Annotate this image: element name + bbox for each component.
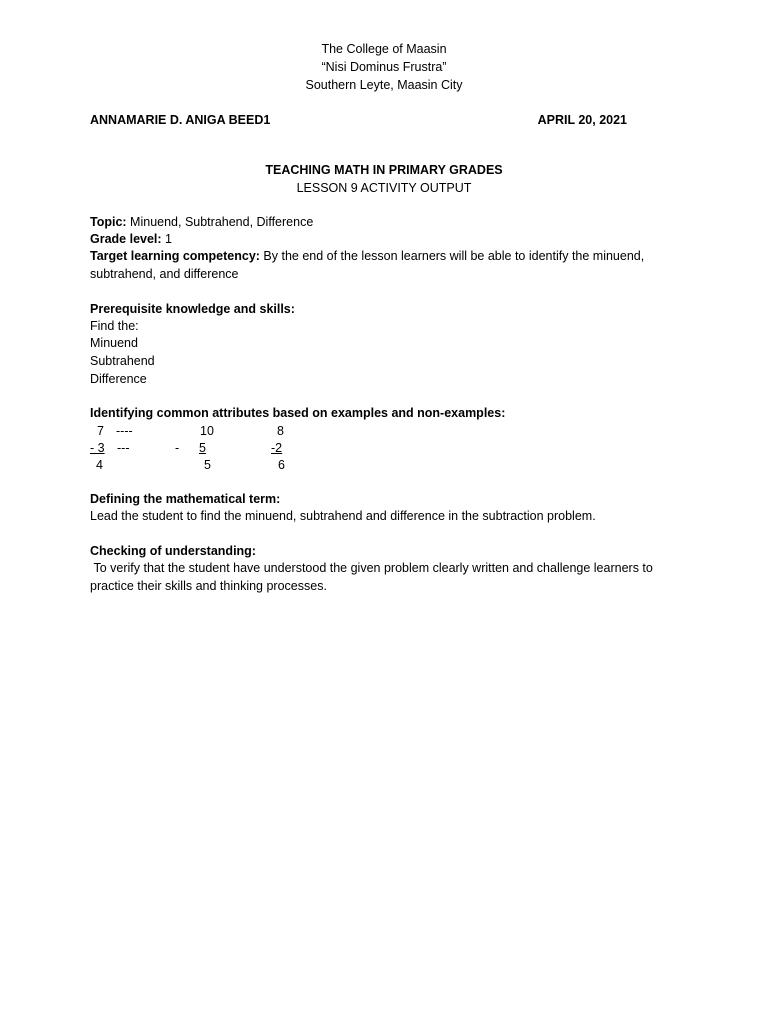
- problem-2-result: 5: [204, 458, 211, 472]
- defining-heading: Defining the mathematical term:: [90, 492, 281, 506]
- course-title: TEACHING MATH IN PRIMARY GRADES: [265, 163, 503, 177]
- competency-value: By the end of the lesson learners will be able to identify the minuend, subtrahend, and difference: [90, 249, 645, 281]
- student-name: ANNAMARIE D. ANIGA BEED1: [90, 113, 271, 127]
- institution-name: The College of Maasin: [321, 42, 447, 56]
- institution-motto: “Nisi Dominus Frustra”: [321, 60, 447, 74]
- prerequisite-item: Difference: [90, 372, 147, 386]
- defining-text: Lead the student to find the minuend, subtrahend and difference in the subtraction problem.: [90, 509, 596, 523]
- checking-text: To verify that the student have understood the given problem clearly written and challenge learners to practice their skills and thinking processes.: [90, 561, 657, 593]
- checking-heading: Checking of understanding:: [90, 544, 256, 558]
- attributes-heading: Identifying common attributes based on examples and non-examples:: [90, 406, 506, 420]
- prerequisite-heading: Prerequisite knowledge and skills:: [90, 302, 295, 316]
- prerequisite-item: Find the:: [90, 319, 139, 333]
- grade-label: Grade level:: [90, 232, 162, 246]
- competency-label: Target learning competency:: [90, 249, 260, 263]
- topic-line: [90, 214, 313, 232]
- topic-label: Topic:: [90, 215, 127, 229]
- lesson-title: LESSON 9 ACTIVITY OUTPUT: [296, 181, 472, 195]
- grade-line: [90, 231, 172, 249]
- document-date: APRIL 20, 2021: [537, 113, 627, 127]
- problem-2-top: 10: [200, 424, 214, 438]
- prerequisite-item: Minuend: [90, 336, 138, 350]
- problem-1-bottom-dash: ---: [117, 441, 130, 455]
- problem-3-result: 6: [278, 458, 285, 472]
- problem-3-bottom: -2: [271, 441, 283, 455]
- topic-value: Minuend, Subtrahend, Difference: [126, 215, 314, 229]
- prerequisite-item: Subtrahend: [90, 354, 155, 368]
- problem-3-top: 8: [277, 424, 284, 438]
- problem-1-top: 7: [97, 424, 104, 438]
- competency-paragraph: [90, 248, 675, 283]
- problem-1-bottom: - 3: [90, 441, 105, 455]
- problem-1-result: 4: [96, 458, 103, 472]
- problem-1-top-dash: ----: [116, 424, 133, 438]
- grade-value: 1: [161, 232, 173, 246]
- problem-2-sign: -: [175, 441, 180, 455]
- problem-2-bottom: 5: [199, 441, 206, 455]
- institution-address: Southern Leyte, Maasin City: [305, 78, 463, 92]
